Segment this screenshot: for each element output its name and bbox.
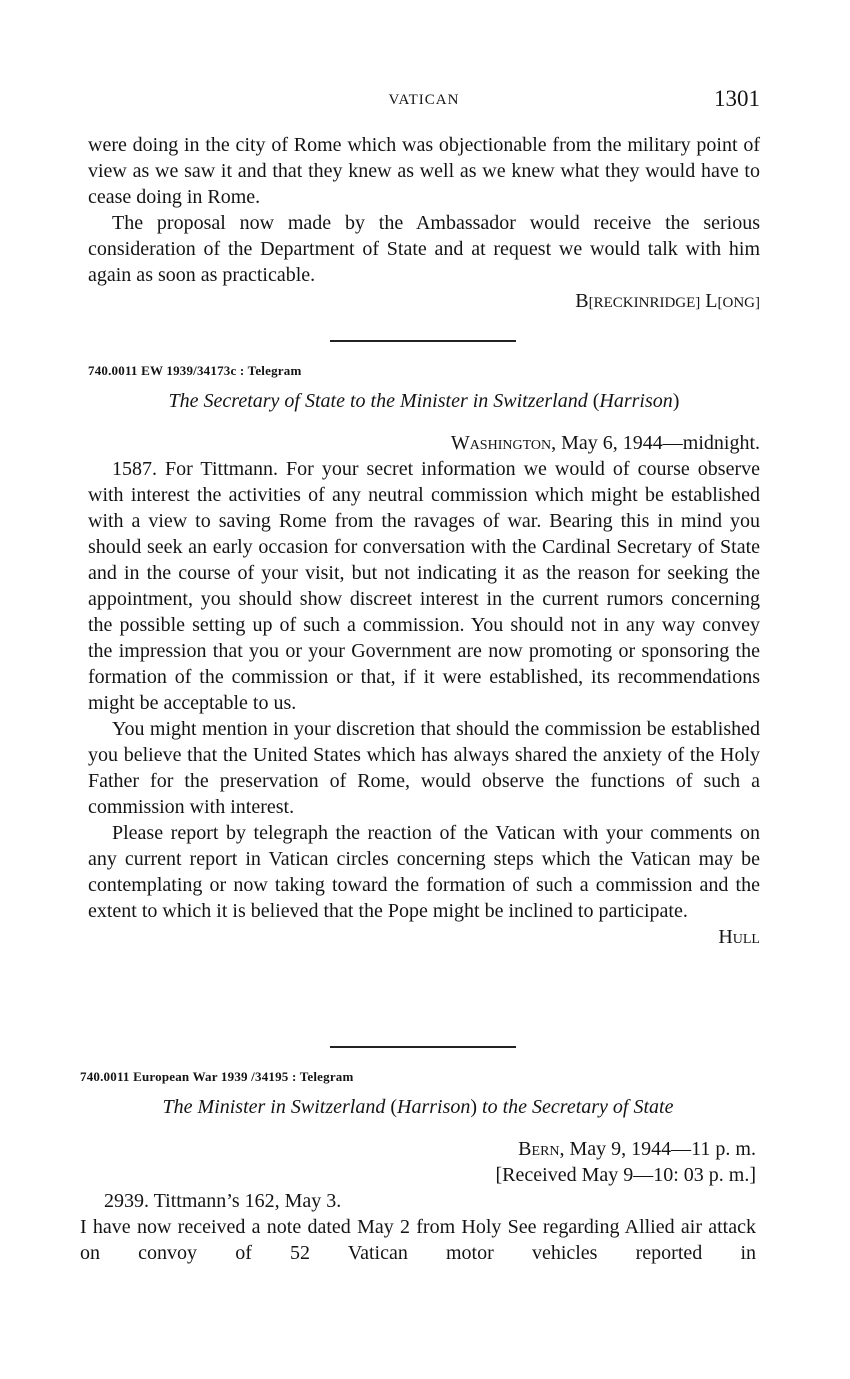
doc1-file-id: 740.0011 EW 1939/34173c : Telegram	[88, 363, 302, 378]
signature-rest-l: [ONG]	[717, 295, 760, 311]
doc1-signature: Hull	[718, 926, 760, 948]
doc2-title-recipient: to the Secretary of State	[477, 1096, 674, 1118]
doc2-title-paren-open: (	[385, 1096, 397, 1118]
doc2-title	[80, 1094, 756, 1120]
doc1-place: Washington	[450, 432, 552, 454]
signature-initial-b: B	[575, 290, 589, 312]
doc1-paragraph-3: Please report by telegraph the reaction of the Vatican with your comments on any current report in Vatican circles concerning steps which the Vatican may be contemplating or now taking toward the formation of such a commission and the extent to which it is believed that the Pope might be inclined to participate.	[88, 822, 760, 922]
doc2-file-id: 740.0011 European War 1939 /34195 : Telegram	[80, 1069, 354, 1084]
doc2-place: Bern	[518, 1138, 560, 1160]
doc2-paragraph-1: 2939. Tittmann’s 162, May 3.	[104, 1190, 342, 1212]
doc2-dateline	[80, 1136, 756, 1162]
doc1-title	[88, 388, 760, 414]
intro-paragraph-1: were doing in the city of Rome which was objectionable from the military point of view as we saw it and that they knew as well as we knew what they would have to cease doing in Rome.	[88, 134, 760, 208]
doc2-date: , May 9, 1944—11 p. m.	[559, 1138, 756, 1160]
page-header	[88, 86, 760, 116]
doc1-date: , May 6, 1944—midnight.	[551, 432, 760, 454]
doc1-title-name: Harrison	[599, 390, 673, 412]
doc2-title-name: Harrison	[397, 1096, 471, 1118]
doc1-title-paren-close: )	[672, 390, 680, 412]
section-divider-1	[330, 340, 516, 342]
doc2-title-paren-close: )	[470, 1096, 478, 1118]
doc1-title-text: The Secretary of State to the Minister in Switzerland	[168, 390, 588, 412]
page-number: 1301	[714, 86, 760, 111]
doc2-title-text: The Minister in Switzerland	[162, 1096, 386, 1118]
intro-section	[88, 132, 760, 316]
doc1-paragraph-2: You might mention in your discretion that should the commission be established you believe that the United States which has always shared the anxiety of the Holy Father for the preservation of Rome, would observe the functions of such a commission with interest.	[88, 718, 760, 818]
doc2-received: [Received May 9—10: 03 p. m.]	[495, 1164, 756, 1186]
doc1-dateline	[88, 430, 760, 456]
doc1-paragraph-1: 1587. For Tittmann. For your secret information we would of course observe with interest the activities of any neutral commission which might be established with a view to saving Rome from the ravages of war. Bearing this in mind you should seek an early occasion for conversation with the Cardinal Secretary of State and in the course of your visit, but not indicating it as the reason for seeking the appointment, you should show discreet interest in the current rumors concerning the possible setting up of such a commission. You should not in any way convey the impression that you or your Government are now promoting or sponsoring the formation of the commission or that, if it were established, its recommendations might be acceptable to us.	[88, 458, 760, 714]
section-divider-2	[330, 1046, 516, 1048]
doc2-paragraph-2: I have now received a note dated May 2 from Holy See regarding Allied air attack on convoy of 52 Vatican motor vehicles reported in	[80, 1216, 756, 1264]
signature-rest-b: [RECKINRIDGE]	[588, 295, 701, 311]
signature-initial-l: L	[700, 290, 718, 312]
document-2	[80, 1068, 756, 1266]
intro-paragraph-2: The proposal now made by the Ambassador would receive the serious consideration of the Department of State and at request we would talk with him again as soon as practicable.	[88, 212, 760, 286]
intro-signature	[88, 288, 760, 316]
running-head: VATICAN	[388, 92, 460, 108]
document-1	[88, 362, 760, 950]
doc1-title-paren-open: (	[587, 390, 600, 412]
